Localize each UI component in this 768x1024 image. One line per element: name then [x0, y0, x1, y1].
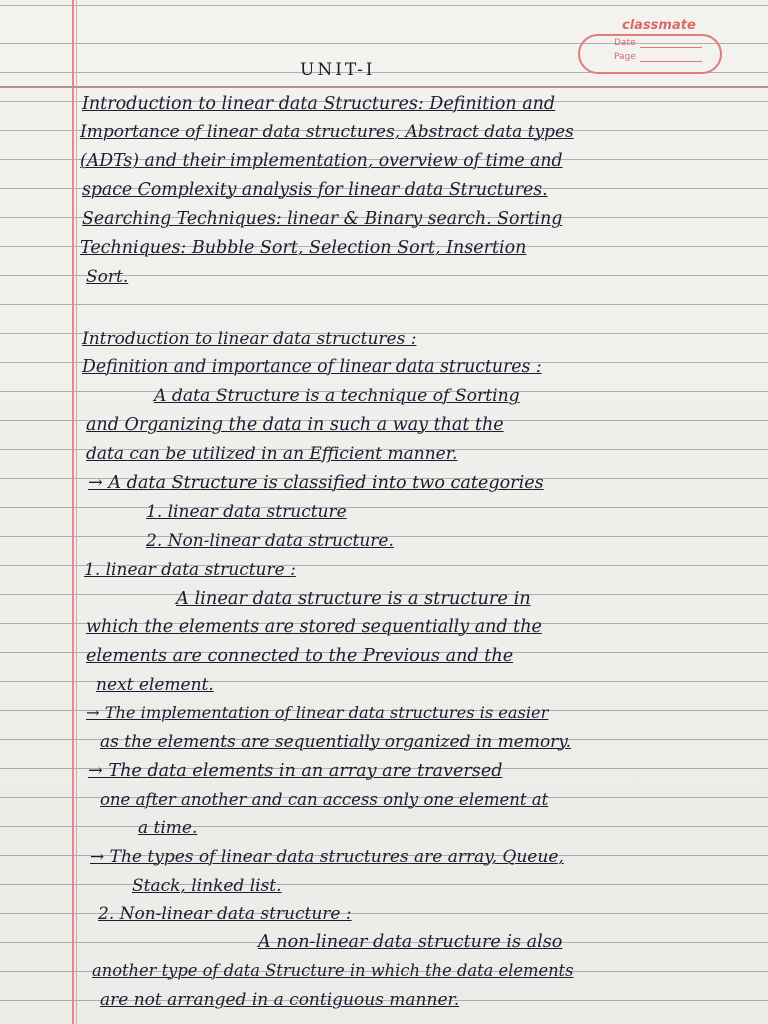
bullet-line: a time.: [138, 818, 198, 838]
body-line: A non-linear data structure is also: [258, 932, 563, 952]
bullet-line: → The data elements in an array are traversed: [88, 761, 503, 781]
syllabus-line: (ADTs) and their implementation, overview of time and: [80, 151, 563, 171]
header-rule: [0, 86, 768, 88]
margin-line: [72, 0, 74, 1024]
stamp-date-label: Date: [614, 38, 636, 48]
body-line: elements are connected to the Previous and the: [86, 646, 514, 666]
syllabus-line: Searching Techniques: linear & Binary search. Sorting: [82, 209, 563, 229]
body-line: A data Structure is a technique of Sorting: [154, 386, 520, 406]
body-line: and Organizing the data in such a way that the: [86, 415, 504, 435]
body-line: which the elements are stored sequentially and the: [86, 617, 542, 637]
subsection-heading: 2. Non-linear data structure :: [98, 904, 352, 924]
bullet-line: one after another and can access only one element at: [100, 790, 549, 809]
syllabus-line: space Complexity analysis for linear data Structures.: [82, 180, 548, 200]
body-line: another type of data Structure in which the data elements: [92, 961, 574, 980]
list-item: 2. Non-linear data structure.: [146, 531, 394, 551]
body-line: next element.: [96, 675, 214, 695]
bullet-line: Stack, linked list.: [132, 876, 282, 896]
body-line: A linear data structure is a structure in: [176, 588, 531, 609]
stamp-date-row: [614, 38, 702, 48]
bullet-line: → The implementation of linear data structures is easier: [86, 703, 549, 722]
classmate-date-stamp: [578, 18, 728, 74]
section-heading: Introduction to linear data structures :: [82, 329, 417, 349]
stamp-page-label: Page: [614, 52, 636, 62]
body-line: → A data Structure is classified into two categories: [88, 473, 544, 493]
bullet-line: → The types of linear data structures are array, Queue,: [90, 847, 564, 867]
unit-title: UNIT-I: [300, 60, 376, 80]
body-line: data can be utilized in an Efficient manner.: [86, 444, 458, 464]
list-item: 1. linear data structure: [146, 502, 347, 522]
body-line: are not arranged in a contiguous manner.: [100, 990, 460, 1010]
stamp-page-row: [614, 52, 702, 62]
stamp-brand: classmate: [622, 18, 696, 33]
syllabus-line: Techniques: Bubble Sort, Selection Sort, Insertion: [80, 238, 527, 258]
syllabus-line: Importance of linear data structures, Abstract data types: [80, 122, 574, 142]
subsection-heading: 1. linear data structure :: [84, 560, 296, 580]
margin-line-inner: [76, 0, 77, 1024]
subsection-heading: Definition and importance of linear data structures :: [82, 357, 542, 377]
syllabus-line: Introduction to linear data Structures: Definition and: [82, 94, 556, 114]
syllabus-line: Sort.: [86, 267, 129, 287]
bullet-line: as the elements are sequentially organized in memory.: [100, 732, 572, 752]
